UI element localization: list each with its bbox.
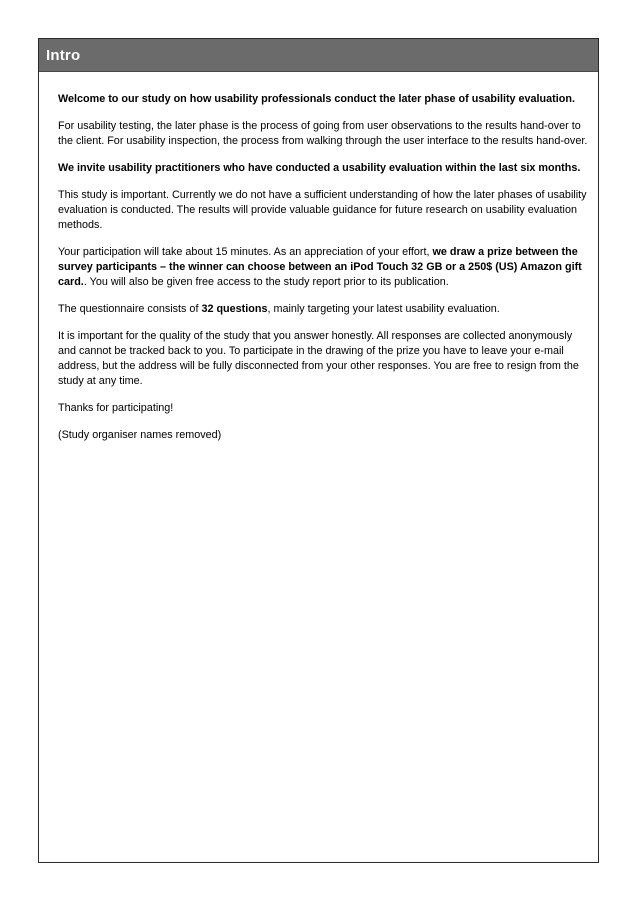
participation-outro: . You will also be given free access to the study report prior to its publication. xyxy=(83,276,449,288)
intro-panel xyxy=(38,38,599,863)
participation-paragraph xyxy=(58,245,592,290)
welcome-text: Welcome to our study on how usability professionals conduct the later phase of usability evaluation. xyxy=(58,93,575,105)
invite-text: We invite usability practitioners who have conducted a usability evaluation within the last six months. xyxy=(58,162,581,174)
questionnaire-paragraph xyxy=(58,302,592,317)
welcome-paragraph xyxy=(58,92,592,107)
thanks-paragraph: Thanks for participating! xyxy=(58,402,174,414)
prize-text: we draw a prize between the survey participants – the winner can choose between an iPod Touch 32 GB or a 250$ (US) Amazon gift card. xyxy=(58,246,582,288)
section-header xyxy=(39,39,598,72)
questionnaire-outro: , mainly targeting your latest usability evaluation. xyxy=(267,303,500,315)
honesty-paragraph: It is important for the quality of the study that you answer honestly. All responses are collected anonymously and cannot be tracked back to you. To participate in the drawing of the prize you have to leave your e-mail address, but the address will be fully disconnected from your other responses. You are free to resign from the study at any time. xyxy=(58,330,579,387)
invite-paragraph xyxy=(58,161,592,176)
definition-paragraph: For usability testing, the later phase is the process of going from user observations to the results hand-over to the client. For usability inspection, the process from walking through the user interface to the results hand-over. xyxy=(58,120,588,147)
organisers-paragraph: (Study organiser names removed) xyxy=(58,429,222,441)
question-count: 32 questions xyxy=(201,303,268,315)
questionnaire-intro: The questionnaire consists of xyxy=(58,303,202,315)
section-title: Intro xyxy=(46,46,81,64)
intro-content xyxy=(39,72,598,443)
importance-paragraph: This study is important. Currently we do not have a sufficient understanding of how the later phases of usability evaluation is conducted. The results will provide valuable guidance for future research on usability evaluation methods. xyxy=(58,189,587,231)
participation-intro: Your participation will take about 15 minutes. As an appreciation of your effort, xyxy=(58,246,433,258)
